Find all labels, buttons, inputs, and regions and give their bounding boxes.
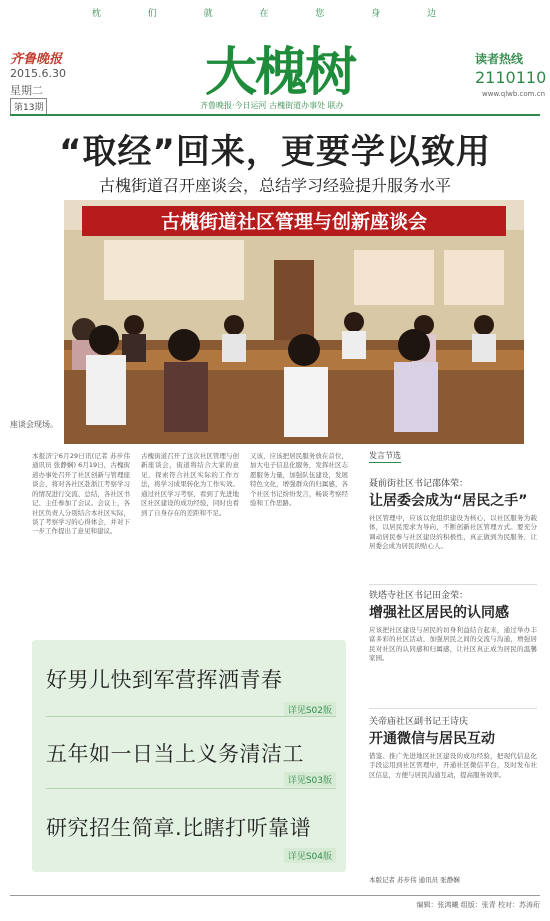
header-rule — [10, 114, 540, 116]
sidebar-kicker-2: 铁塔寺社区书记田金荣： — [369, 591, 469, 601]
meeting-photo — [64, 200, 524, 444]
sidebar-title-1: 让居委会成为“居民之手” — [369, 493, 528, 509]
article-column-1: 本报济宁6月29日讯(记者 苏步伟 通讯员 张静娴) 6月19日，古槐街道办事处召开了社区创新与管理座谈会，将对各社区赴浙江考察学习的情况进行交流、总结，各社区书记、主任参加了会议。会议上，各社区负责人分别结合本社区实际，谈了考察学习的心得体会，并对下一步工作提出了意见和建议。 — [32, 452, 130, 536]
sidebar-title-2: 增强社区居民的认同感 — [369, 605, 509, 621]
promo-page-link[interactable]: 详见S02版 — [284, 702, 336, 717]
hotline-number: 2110110 — [475, 68, 547, 87]
promo-title[interactable]: 五年如一日当上义务清洁工 — [46, 742, 304, 766]
meeting-photo-illustration — [64, 200, 524, 444]
newspaper-brand: 齐鲁晚报 — [10, 52, 63, 67]
hotline-label: 读者热线 — [475, 52, 524, 66]
sidebar-title-3: 开通微信与居民互动 — [369, 731, 495, 747]
sidebar-text-1: 社区管理中，应该以党组织建设为核心，以社区服务为载体，以居民需求为导向，不断创新社区管理方式。要充分调动居民参与社区建设的积极性，真正做到为民服务，让居委会成为居民的贴心人。 — [369, 514, 537, 551]
photo-caption: 座谈会现场。 — [10, 420, 58, 429]
article-headline: “取经”回来，更要学以致用 — [59, 132, 491, 172]
promo-item-2[interactable] — [46, 738, 336, 792]
promo-divider — [46, 788, 336, 789]
sidebar-kicker-3: 关帝庙社区副书记王诗庆 — [369, 717, 469, 727]
sidebar-text-3: 借鉴、推广先进地区社区建设的成功经验，把现代信息化手段运用到社区管理中，开通社区微信平台，及时发布社区信息，方便与居民沟通互动，提高服务效率。 — [369, 752, 537, 779]
promo-page-link[interactable]: 详见S03版 — [284, 772, 336, 787]
footer-credits: 编辑：张鸿曦 组版：张青 校对：苏涛珩 — [416, 901, 540, 909]
footer-rule — [10, 895, 540, 896]
sidebar-section-tag: 发言节选 — [369, 450, 401, 463]
promo-box — [32, 640, 346, 872]
sidebar-divider — [369, 584, 537, 585]
masthead-title: 大槐树 — [204, 42, 355, 103]
sidebar-divider — [369, 708, 537, 709]
promo-title[interactable]: 好男儿快到军营挥洒青春 — [46, 668, 283, 692]
masthead-subtitle: 齐鲁晚报·今日运河 古槐街道办事处 联办 — [200, 101, 344, 110]
issue-number: 第13期 — [10, 98, 47, 115]
promo-item-3[interactable] — [46, 812, 336, 866]
website-link[interactable]: www.qlwb.com.cn — [482, 90, 545, 98]
article-column-3: 又该，应该把居民服务放在首位，加大电子信息化服务，发挥社区志愿服务力量，加强队伍建设，发展特色文化，增强群众的归属感，各个社区书记纷纷发言，畅谈考察经验和工作思路。 — [250, 452, 348, 508]
promo-title[interactable]: 研究招生简章.比瞎打听靠谱 — [46, 816, 312, 840]
promo-item-1[interactable] — [46, 664, 336, 718]
sidebar-text-2: 应该把社区建设与居民的切身利益结合起来，通过举办丰富多彩的社区活动，加强居民之间的交流与沟通，增强居民对社区的认同感和归属感，让社区真正成为居民的温馨家园。 — [369, 626, 537, 663]
issue-weekday: 星期二 — [10, 84, 43, 97]
header-slogan: 枕 们 就 在 您 身 边 — [91, 9, 459, 19]
article-subheadline: 古槐街道召开座谈会，总结学习经验提升服务水平 — [98, 176, 451, 195]
photo-banner-text: 古槐街道社区管理与创新座谈会 — [160, 211, 428, 233]
issue-date: 2015.6.30 — [10, 67, 66, 80]
promo-page-link[interactable]: 详见S04版 — [284, 848, 336, 863]
sidebar-kicker-1: 聂前街社区书记邵体荣： — [369, 479, 469, 489]
promo-divider — [46, 716, 336, 717]
article-column-2: 古槐街道召开了这次社区管理与创新座谈会，街道将结合大家的意见，探索符合社区实际的工作方法，将学习成果转化为工作实效。通过社区学习考察，看到了先进地区社区建设的成功经验，同时也看到了自身存在的差距和不足。 — [141, 452, 239, 517]
reporter-byline: 本版记者 苏步伟 通讯员 张静娴 — [369, 876, 460, 884]
